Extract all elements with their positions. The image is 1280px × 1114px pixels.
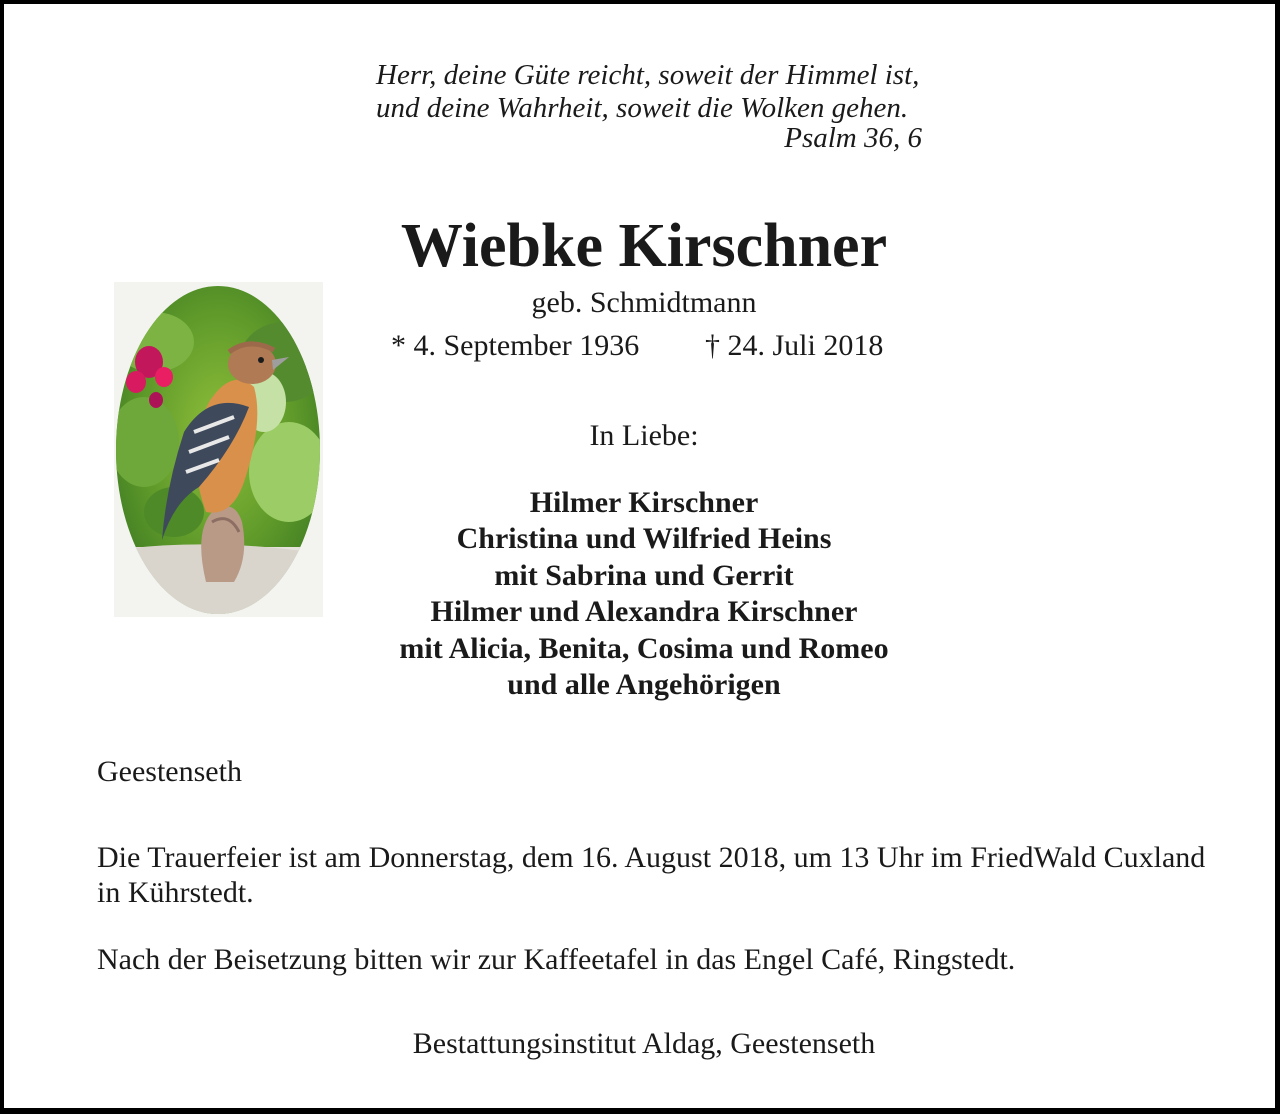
verse-line-1: Herr, deine Güte reicht, soweit der Himmel ist, (376, 59, 920, 91)
mourner-line: Hilmer Kirschner (529, 486, 759, 519)
mourner-line: Christina und Wilfried Heins (456, 522, 832, 556)
mourners-list (4, 485, 1280, 703)
mourner-line: mit Sabrina und Gerrit (494, 558, 794, 592)
maiden-name: geb. Schmidtmann (531, 286, 757, 319)
in-love-heading: In Liebe: (589, 419, 699, 452)
reception-announcement: Nach der Beisetzung bitten wir zur Kaffeetafel in das Engel Café, Ringstedt. (97, 943, 1016, 976)
mourner-line: mit Alicia, Benita, Cosima und Romeo (399, 631, 889, 665)
deceased-name: Wiebke Kirschner (400, 212, 888, 280)
birth-date: * 4. September 1936 (391, 329, 640, 362)
town-name: Geestenseth (97, 755, 242, 788)
undertaker-credit: Bestattungsinstitut Aldag, Geestenseth (412, 1027, 876, 1060)
death-date: † 24. Juli 2018 (705, 329, 884, 362)
funeral-announcement: Die Trauerfeier ist am Donnerstag, dem 16. August 2018, um 13 Uhr im FriedWald Cuxland in Kührstedt. (97, 841, 1206, 909)
verse-reference: Psalm 36, 6 (784, 122, 922, 154)
mourner-line: und alle Angehörigen (507, 668, 781, 702)
verse-line-2: und deine Wahrheit, soweit die Wolken gehen. (376, 92, 909, 124)
mourner-line: Hilmer und Alexandra Kirschner (430, 595, 858, 629)
